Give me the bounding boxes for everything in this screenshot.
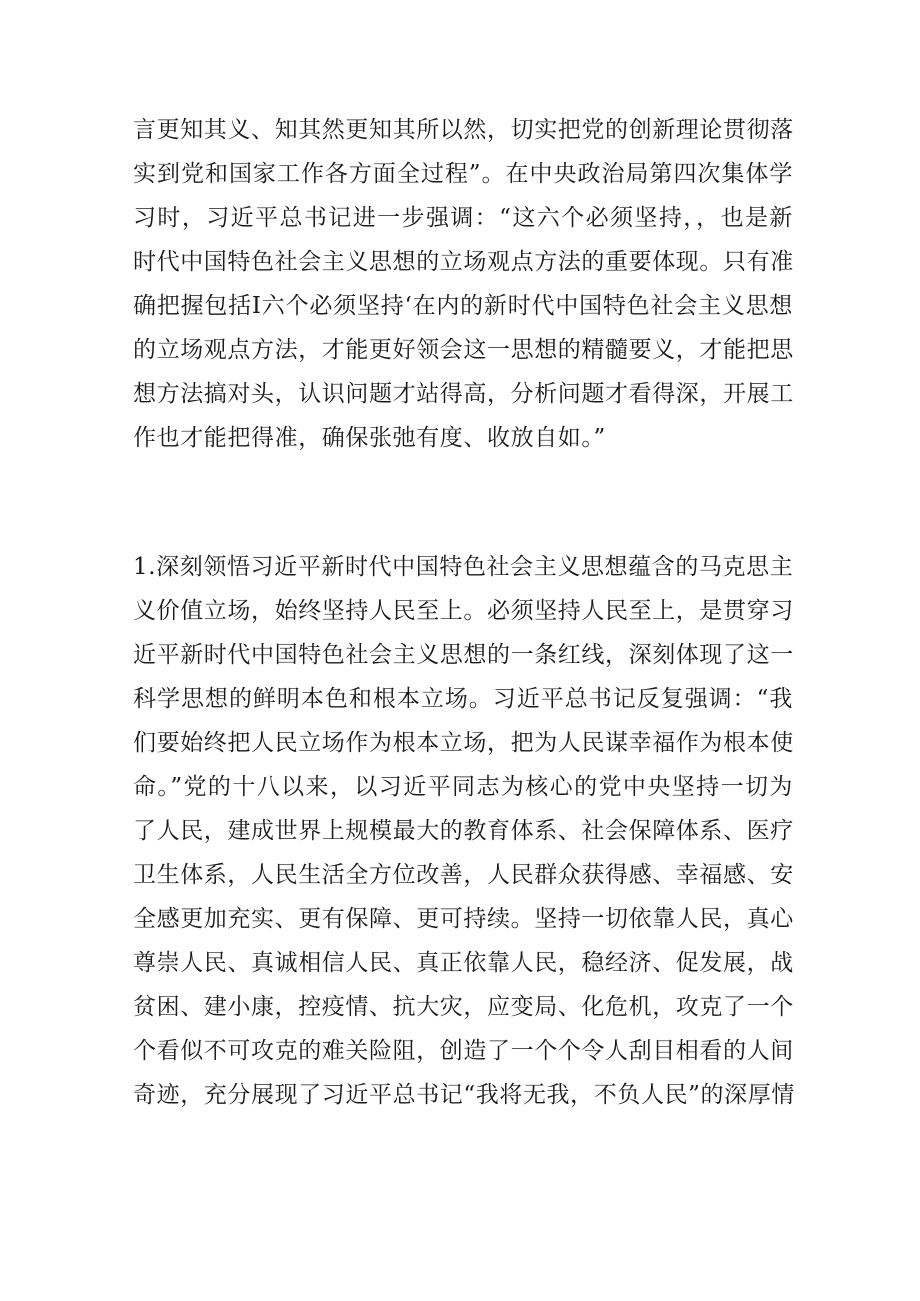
- paragraph-line: 尊崇人民、真诚相信人民、真正依靠人民，稳经济、促发展，战: [133, 950, 794, 976]
- paragraph-2: [133, 545, 793, 1117]
- paragraph-line: 习时，习近平总书记进一步强调：“这六个必须坚持，，也是新: [133, 205, 793, 231]
- paragraph-line: 确把握包括I六个必须坚持‘在内的新时代中国特色社会主义思想: [133, 293, 793, 319]
- paragraph-line: 近平新时代中国特色社会主义思想的一条红线，深刻体现了这一: [133, 642, 794, 668]
- paragraph-line: 想方法搞对头，认识问题才站得高，分析问题才看得深，开展工: [133, 381, 794, 407]
- paragraph-1: [133, 108, 793, 460]
- paragraph-line: 时代中国特色社会主义思想的立场观点方法的重要体现。只有准: [133, 249, 794, 275]
- paragraph-line-last: 作也才能把得准，确保张弛有度、收放自如。”: [133, 425, 606, 451]
- paragraph-line: 的立场观点方法，才能更好领会这一思想的精髓要义，才能把思: [133, 337, 794, 363]
- paragraph-line: 奇迹，充分展现了习近平总书记“我将无我，不负人民”的深厚情: [133, 1082, 795, 1108]
- paragraph-line: 言更知其义、知其然更知其所以然，切实把党的创新理论贯彻落: [133, 117, 794, 143]
- paragraph-line: 卫生体系，人民生活全方位改善，人民群众获得感、幸福感、安: [133, 862, 794, 888]
- paragraph-line: 1.深刻领悟习近平新时代中国特色社会主义思想蕴含的马克思主: [133, 554, 794, 580]
- paragraph-line: 了人民，建成世界上规模最大的教育体系、社会保障体系、医疗: [133, 818, 794, 844]
- paragraph-line: 个看似不可攻克的难关险阻，创造了一个个令人刮目相看的人间: [133, 1038, 794, 1064]
- paragraph-line: 贫困、建小康，控疫情、抗大灾，应变局、化危机，攻克了一个: [133, 994, 794, 1020]
- paragraph-line: 全感更加充实、更有保障、更可持续。坚持一切依靠人民，真心: [133, 906, 794, 932]
- paragraph-line: 科学思想的鲜明本色和根本立场。习近平总书记反复强调：“我: [133, 686, 793, 712]
- paragraph-line: 义价值立场，始终坚持人民至上。必须坚持人民至上，是贯穿习: [133, 598, 794, 624]
- paragraph-line: 命。”党的十八以来，以习近平同志为核心的党中央坚持一切为: [133, 774, 793, 800]
- paragraph-line: 们要始终把人民立场作为根本立场，把为人民谋幸福作为根本使: [133, 730, 794, 756]
- paragraph-line: 实到党和国家工作各方面全过程”。在中央政治局第四次集体学: [133, 161, 793, 187]
